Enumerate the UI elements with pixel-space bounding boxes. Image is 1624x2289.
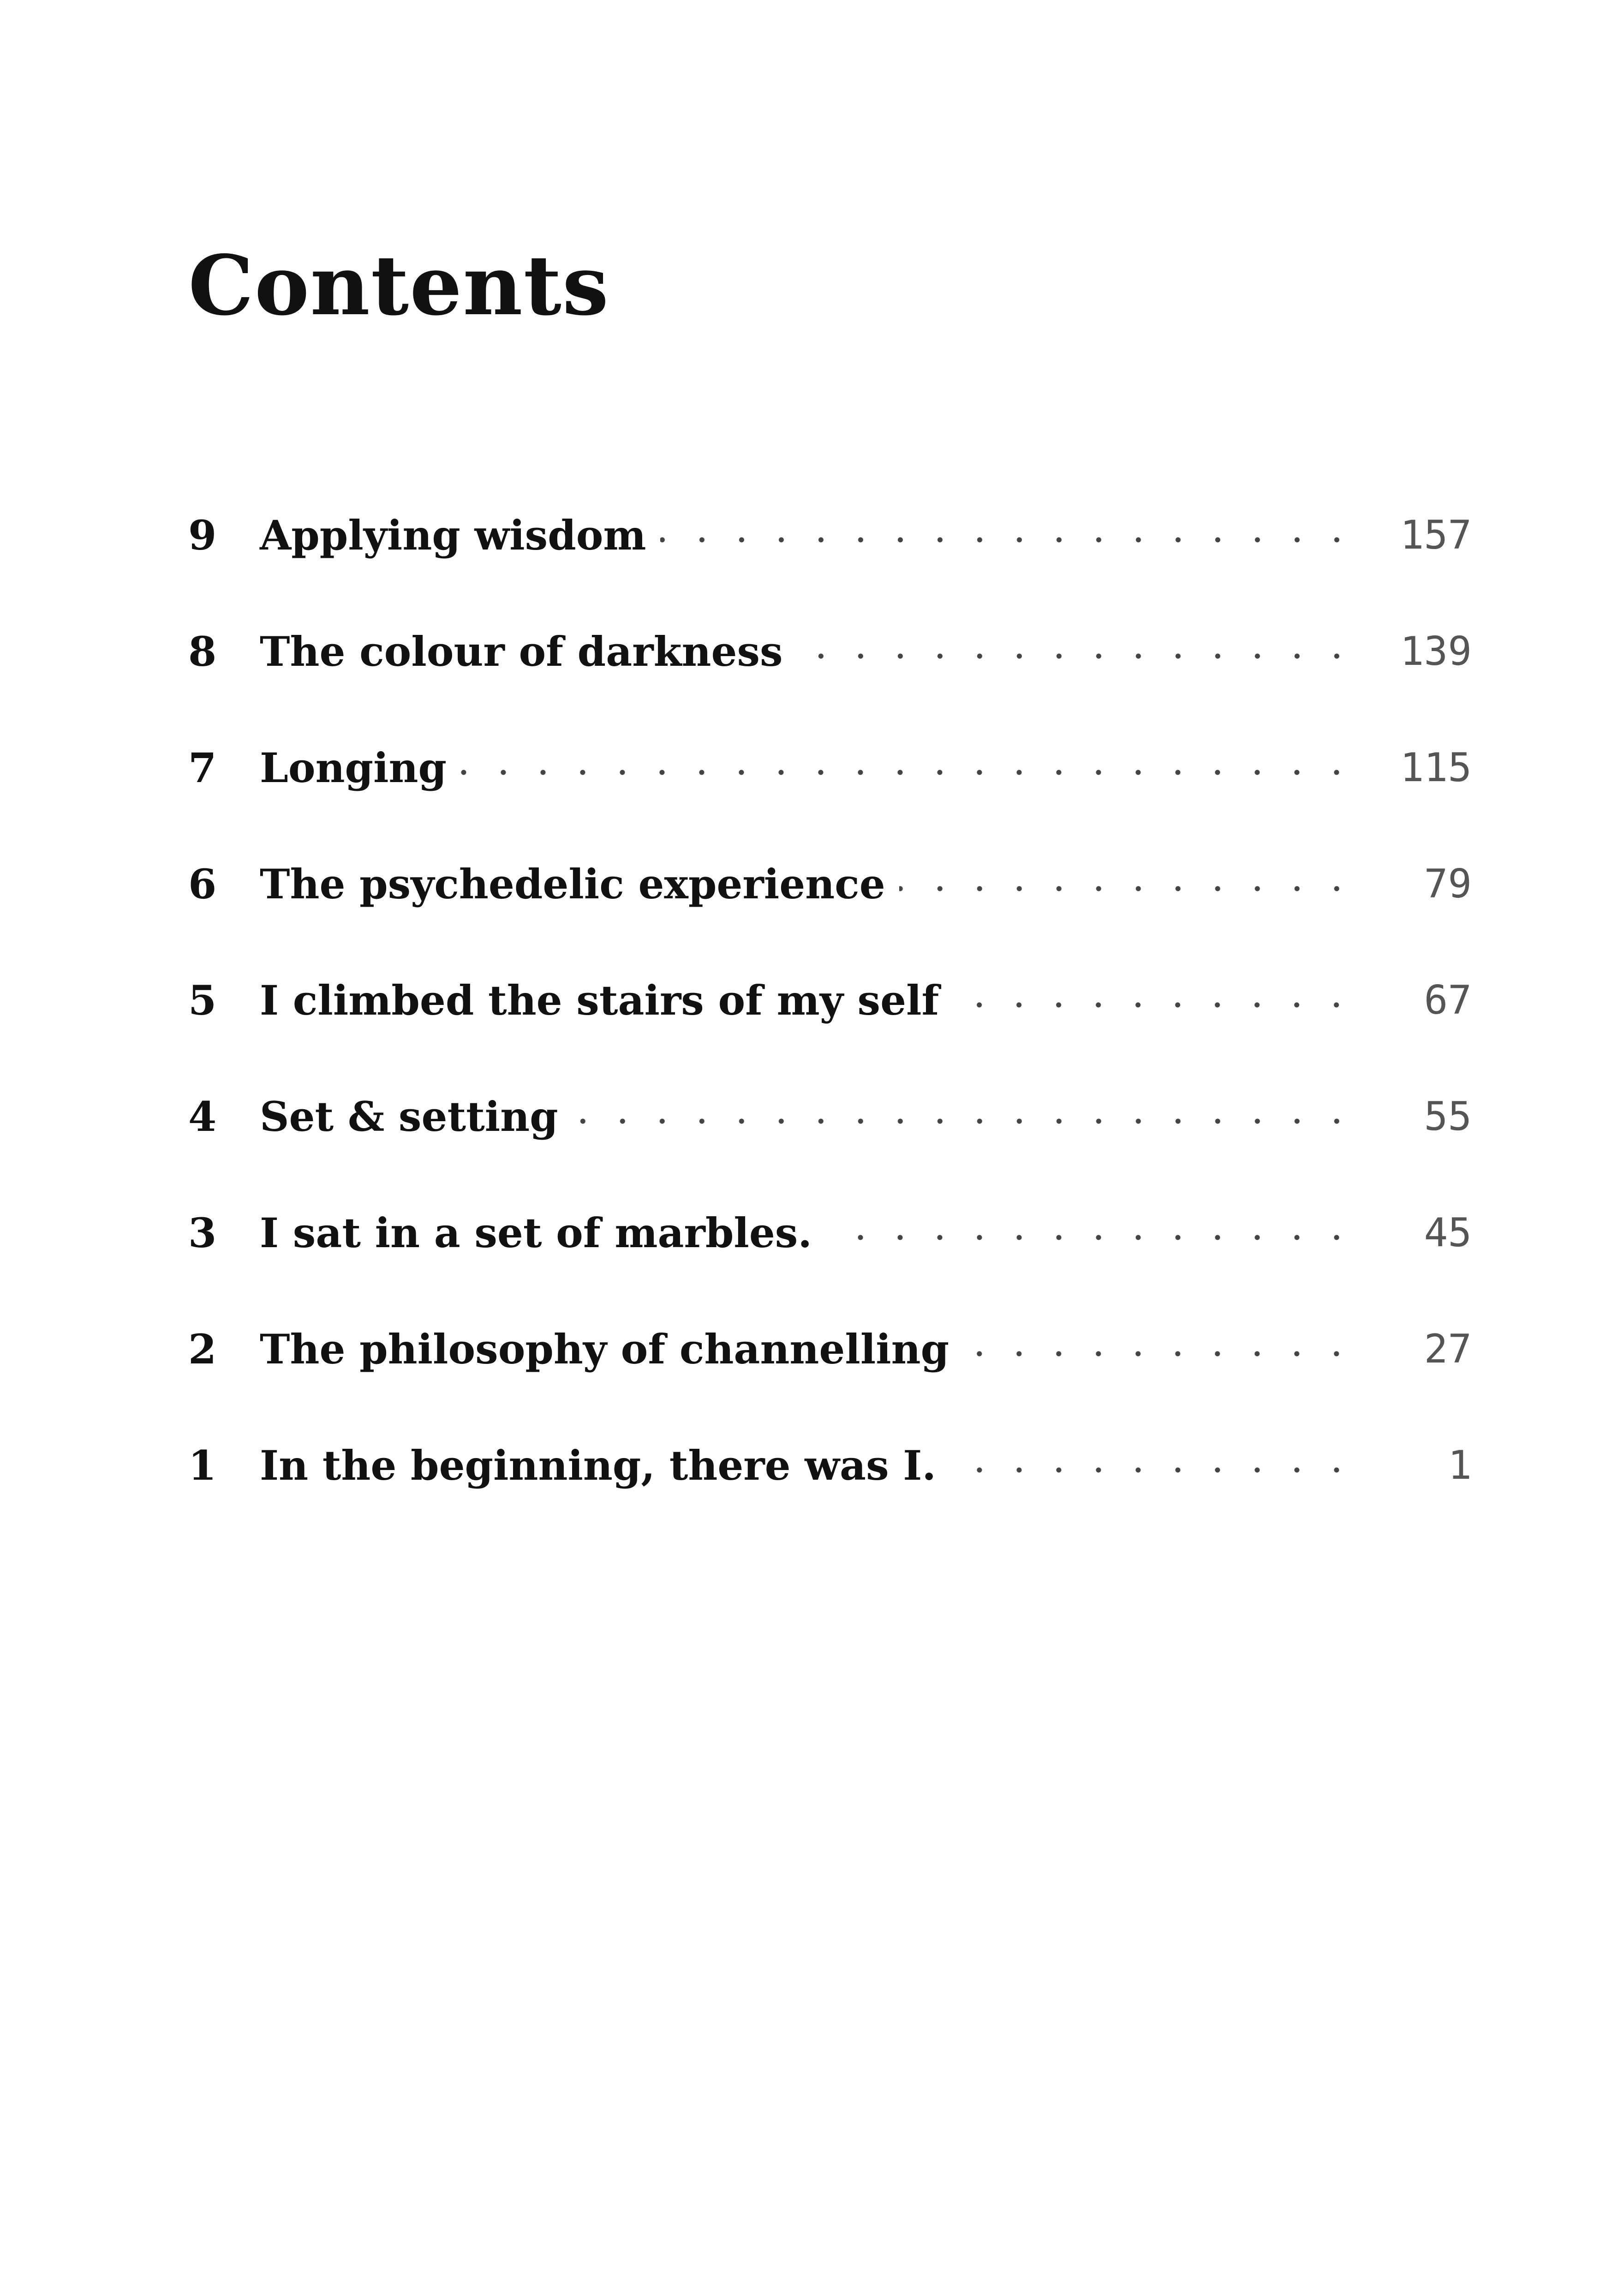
page-number: 1: [1448, 1442, 1472, 1488]
chapter-title: Applying wisdom: [260, 511, 646, 559]
chapter-title: The psychedelic experience: [260, 860, 885, 908]
chapter-number: 8: [188, 628, 217, 675]
chapter-number: 7: [188, 744, 217, 792]
chapter-title: The philosophy of channelling: [260, 1325, 949, 1373]
page-number: 157: [1400, 512, 1472, 558]
chapter-title: In the beginning, there was I.: [260, 1441, 937, 1489]
toc-entry[interactable]: [188, 973, 1472, 1028]
chapter-title: I climbed the stairs of my self: [260, 976, 939, 1024]
chapter-number: 4: [188, 1093, 217, 1141]
dot-leader: [950, 1461, 1356, 1479]
dot-leader: [899, 879, 1356, 898]
toc-entry[interactable]: [188, 856, 1472, 912]
chapter-title: Longing: [260, 744, 447, 792]
page-title: Contents: [188, 237, 610, 334]
toc-entry[interactable]: [188, 1205, 1472, 1261]
dot-leader: [953, 996, 1356, 1014]
dot-leader: [660, 531, 1356, 549]
toc-entry[interactable]: [188, 740, 1472, 795]
toc-entry[interactable]: [188, 1089, 1472, 1144]
page-number: 79: [1424, 861, 1472, 907]
chapter-number: 9: [188, 511, 217, 559]
dot-leader: [797, 647, 1356, 665]
chapter-number: 2: [188, 1325, 217, 1373]
toc-entry[interactable]: [188, 624, 1472, 679]
chapter-number: 1: [188, 1441, 217, 1489]
dot-leader: [572, 1112, 1356, 1130]
chapter-number: 5: [188, 976, 217, 1024]
chapter-title: I sat in a set of marbles.: [260, 1209, 812, 1257]
chapter-title: The colour of darkness: [260, 628, 783, 675]
chapter-number: 6: [188, 860, 217, 908]
page-number: 55: [1424, 1094, 1472, 1140]
page-number: 67: [1424, 977, 1472, 1023]
toc-entry[interactable]: [188, 1438, 1472, 1493]
page-number: 27: [1424, 1326, 1472, 1372]
toc-entry[interactable]: [188, 508, 1472, 563]
chapter-number: 3: [188, 1209, 217, 1257]
page-number: 45: [1424, 1210, 1472, 1256]
dot-leader: [460, 763, 1356, 782]
page-number: 115: [1400, 745, 1472, 791]
dot-leader: [963, 1345, 1356, 1363]
toc-entry[interactable]: [188, 1321, 1472, 1377]
chapter-title: Set & setting: [260, 1093, 558, 1141]
dot-leader: [826, 1228, 1356, 1247]
page-number: 139: [1400, 628, 1472, 675]
